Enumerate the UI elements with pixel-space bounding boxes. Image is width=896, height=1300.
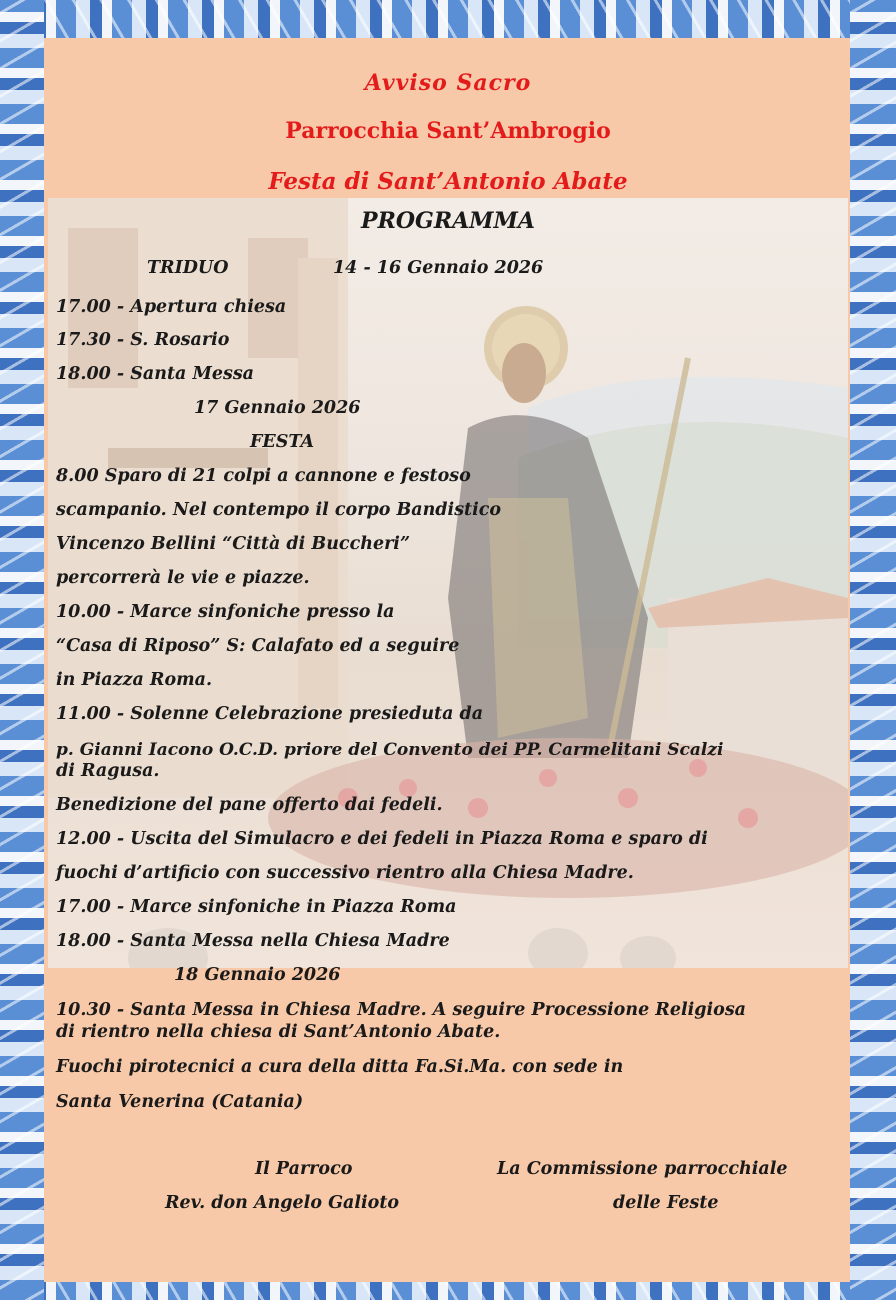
- schedule-line: p. Gianni Iacono O.C.D. priore del Convento dei PP. Carmelitani Scalzi: [56, 740, 724, 760]
- schedule-line: 18.00 - Santa Messa nella Chiesa Madre: [56, 931, 450, 951]
- schedule-line: 17.00 - Marce sinfoniche in Piazza Roma: [56, 897, 457, 917]
- schedule-line: 10.30 - Santa Messa in Chiesa Madre. A seguire Processione Religiosa: [56, 1000, 747, 1020]
- schedule-line: Fuochi pirotecnici a cura della ditta Fa.Si.Ma. con sede in: [56, 1057, 624, 1077]
- schedule-line: 8.00 Sparo di 21 colpi a cannone e festoso: [56, 466, 471, 486]
- signature-left-title: Il Parroco: [255, 1159, 353, 1179]
- schedule-line: 12.00 - Uscita del Simulacro e dei fedeli in Piazza Roma e sparo di: [56, 829, 708, 849]
- day18-date: 18 Gennaio 2026: [174, 965, 341, 985]
- schedule-line: di rientro nella chiesa di Sant’Antonio Abate.: [56, 1022, 501, 1042]
- schedule-line: Vincenzo Bellini “Città di Buccheri”: [56, 534, 411, 554]
- schedule-line: 17.00 - Apertura chiesa: [56, 297, 287, 317]
- schedule-line: 18.00 - Santa Messa: [56, 364, 255, 384]
- schedule-line: di Ragusa.: [56, 761, 160, 781]
- schedule-line: in Piazza Roma.: [56, 670, 213, 690]
- triduo-dates: 14 - 16 Gennaio 2026: [333, 258, 544, 278]
- schedule-line: scampanio. Nel contempo il corpo Bandistico: [56, 500, 502, 520]
- notice-title: Avviso Sacro: [364, 70, 532, 96]
- schedule-line: 17.30 - S. Rosario: [56, 330, 230, 350]
- day17-label: FESTA: [250, 432, 315, 452]
- schedule-line: Benedizione del pane offerto dai fedeli.: [56, 795, 443, 815]
- decorative-border-right: [850, 0, 896, 1300]
- signature-left-name: Rev. don Angelo Galioto: [165, 1193, 400, 1213]
- day17-date: 17 Gennaio 2026: [194, 398, 361, 418]
- program-heading: PROGRAMMA: [361, 208, 535, 234]
- schedule-line: 11.00 - Solenne Celebrazione presieduta da: [56, 704, 484, 724]
- schedule-line: 10.00 - Marce sinfoniche presso la: [56, 602, 395, 622]
- schedule-line: “Casa di Riposo” S: Calafato ed a seguire: [56, 636, 460, 656]
- decorative-border-left: [0, 0, 44, 1300]
- signature-right-name: delle Feste: [613, 1193, 719, 1213]
- triduo-label: TRIDUO: [147, 258, 229, 278]
- feast-title: Festa di Sant’Antonio Abate: [268, 168, 628, 195]
- signature-right-title: La Commissione parrocchiale: [497, 1159, 788, 1179]
- schedule-line: Santa Venerina (Catania): [56, 1092, 304, 1112]
- parish-name: Parrocchia Sant’Ambrogio: [285, 118, 611, 144]
- schedule-line: fuochi d’artificio con successivo rientro alla Chiesa Madre.: [56, 863, 634, 883]
- schedule-line: percorrerà le vie e piazze.: [56, 568, 310, 588]
- decorative-border-top: [0, 0, 896, 40]
